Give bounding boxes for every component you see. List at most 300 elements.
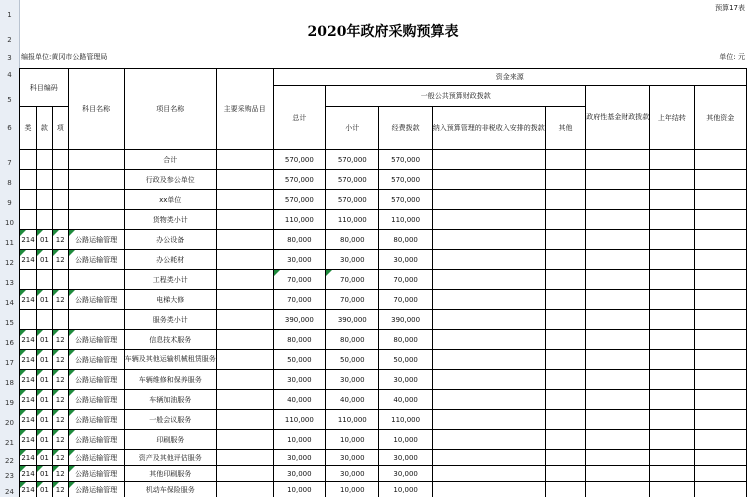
cell-gov-fund[interactable] <box>586 370 650 390</box>
cell-subject-name[interactable]: 公路运输管理 <box>68 482 124 497</box>
cell-subject-name[interactable]: 公路运输管理 <box>68 290 124 310</box>
cell-last-year[interactable] <box>650 210 694 230</box>
cell-non-tax[interactable] <box>432 390 545 410</box>
cell-appropriation[interactable]: 80,000 <box>379 230 432 250</box>
cell-appropriation[interactable]: 40,000 <box>379 390 432 410</box>
cell-main-item[interactable] <box>216 230 273 250</box>
cell-kuan[interactable]: 01 <box>37 430 53 450</box>
cell-total[interactable]: 110,000 <box>273 210 326 230</box>
cell-other[interactable] <box>545 170 586 190</box>
cell-subtotal[interactable]: 30,000 <box>326 370 379 390</box>
cell-last-year[interactable] <box>650 482 694 497</box>
table-row <box>20 430 747 450</box>
cell-lei[interactable] <box>20 270 37 290</box>
cell-kuan[interactable]: 01 <box>37 290 53 310</box>
cell-appropriation[interactable]: 30,000 <box>379 450 432 466</box>
cell-last-year[interactable] <box>650 370 694 390</box>
cell-project-name[interactable]: 电梯大修 <box>124 290 216 310</box>
cell-subject-name[interactable] <box>68 150 124 170</box>
cell-subject-name[interactable]: 公路运输管理 <box>68 450 124 466</box>
cell-appropriation[interactable]: 30,000 <box>379 250 432 270</box>
header-general-public[interactable]: 一般公共预算财政拨款 <box>326 86 586 107</box>
cell-project-name[interactable]: 车辆维修和保养服务 <box>124 370 216 390</box>
cell-project-name[interactable]: 资产及其他评估服务 <box>124 450 216 466</box>
cell-other[interactable] <box>545 190 586 210</box>
row-number[interactable]: 1 <box>7 11 12 19</box>
cell-kuan[interactable]: 01 <box>37 330 53 350</box>
cell-lei[interactable] <box>20 150 37 170</box>
cell-non-tax[interactable] <box>432 450 545 466</box>
cell-main-item[interactable] <box>216 390 273 410</box>
cell-last-year[interactable] <box>650 250 694 270</box>
cell-subtotal[interactable]: 80,000 <box>326 230 379 250</box>
cell-total[interactable]: 110,000 <box>273 410 326 430</box>
cell-lei[interactable] <box>20 210 37 230</box>
cell-gov-fund[interactable] <box>586 430 650 450</box>
cell-subtotal[interactable]: 110,000 <box>326 210 379 230</box>
cell-last-year[interactable] <box>650 450 694 466</box>
cell-total[interactable]: 570,000 <box>273 190 326 210</box>
cell-non-tax[interactable] <box>432 230 545 250</box>
row-number[interactable]: 9 <box>7 199 12 207</box>
cell-other[interactable] <box>545 230 586 250</box>
cell-project-name[interactable]: 其他印刷服务 <box>124 466 216 482</box>
cell-subtotal[interactable]: 390,000 <box>326 310 379 330</box>
cell-other-funds[interactable] <box>694 270 746 290</box>
cell-subject-name[interactable]: 公路运输管理 <box>68 370 124 390</box>
header-xiang[interactable]: 项 <box>52 107 68 150</box>
cell-other-funds[interactable] <box>694 482 746 497</box>
cell-lei[interactable]: 214 <box>20 330 37 350</box>
cell-project-name[interactable]: 车辆加油服务 <box>124 390 216 410</box>
header-last-year[interactable]: 上年结转 <box>650 86 694 150</box>
cell-main-item[interactable] <box>216 210 273 230</box>
cell-kuan[interactable]: 01 <box>37 230 53 250</box>
cell-last-year[interactable] <box>650 150 694 170</box>
row-number[interactable]: 19 <box>5 399 14 407</box>
header-subject-code[interactable]: 科目编码 <box>20 69 69 107</box>
cell-other[interactable] <box>545 390 586 410</box>
cell-project-name[interactable]: 信息技术服务 <box>124 330 216 350</box>
cell-non-tax[interactable] <box>432 410 545 430</box>
cell-other-funds[interactable] <box>694 210 746 230</box>
cell-main-item[interactable] <box>216 410 273 430</box>
cell-xiang[interactable]: 12 <box>52 370 68 390</box>
cell-other[interactable] <box>545 370 586 390</box>
row-number[interactable]: 12 <box>5 259 14 267</box>
cell-kuan[interactable]: 01 <box>37 250 53 270</box>
cell-lei[interactable]: 214 <box>20 230 37 250</box>
cell-last-year[interactable] <box>650 466 694 482</box>
header-gov-fund[interactable]: 政府性基金财政拨款 <box>586 86 650 150</box>
cell-total[interactable]: 30,000 <box>273 370 326 390</box>
cell-subject-name[interactable]: 公路运输管理 <box>68 250 124 270</box>
cell-appropriation[interactable]: 570,000 <box>379 170 432 190</box>
row-number[interactable]: 23 <box>5 472 14 480</box>
cell-xiang[interactable]: 12 <box>52 330 68 350</box>
cell-total[interactable]: 50,000 <box>273 350 326 370</box>
cell-other[interactable] <box>545 290 586 310</box>
cell-lei[interactable]: 214 <box>20 250 37 270</box>
cell-appropriation[interactable]: 30,000 <box>379 370 432 390</box>
cell-main-item[interactable] <box>216 250 273 270</box>
cell-subtotal[interactable]: 10,000 <box>326 430 379 450</box>
cell-other-funds[interactable] <box>694 310 746 330</box>
cell-appropriation[interactable]: 390,000 <box>379 310 432 330</box>
cell-kuan[interactable]: 01 <box>37 482 53 497</box>
cell-project-name[interactable]: 一般会议服务 <box>124 410 216 430</box>
cell-xiang[interactable] <box>52 150 68 170</box>
cell-project-name[interactable]: 机动车保险服务 <box>124 482 216 497</box>
cell-subtotal[interactable]: 570,000 <box>326 150 379 170</box>
table-code[interactable]: 预算17表 <box>715 4 745 12</box>
cell-other-funds[interactable] <box>694 170 746 190</box>
cell-lei[interactable] <box>20 310 37 330</box>
cell-kuan[interactable]: 01 <box>37 466 53 482</box>
cell-gov-fund[interactable] <box>586 390 650 410</box>
cell-last-year[interactable] <box>650 170 694 190</box>
cell-xiang[interactable] <box>52 270 68 290</box>
cell-project-name[interactable]: 货物类小计 <box>124 210 216 230</box>
cell-project-name[interactable]: 办公设备 <box>124 230 216 250</box>
cell-subject-name[interactable] <box>68 270 124 290</box>
cell-subject-name[interactable] <box>68 210 124 230</box>
cell-kuan[interactable] <box>37 150 53 170</box>
cell-last-year[interactable] <box>650 230 694 250</box>
cell-appropriation[interactable]: 50,000 <box>379 350 432 370</box>
row-number[interactable]: 5 <box>7 96 12 104</box>
cell-kuan[interactable] <box>37 270 53 290</box>
cell-subject-name[interactable] <box>68 190 124 210</box>
cell-subject-name[interactable]: 公路运输管理 <box>68 350 124 370</box>
cell-last-year[interactable] <box>650 390 694 410</box>
row-number[interactable]: 14 <box>5 299 14 307</box>
cell-xiang[interactable]: 12 <box>52 350 68 370</box>
cell-subtotal[interactable]: 10,000 <box>326 482 379 497</box>
cell-non-tax[interactable] <box>432 170 545 190</box>
cell-last-year[interactable] <box>650 430 694 450</box>
cell-other[interactable] <box>545 270 586 290</box>
cell-xiang[interactable]: 12 <box>52 250 68 270</box>
cell-kuan[interactable] <box>37 210 53 230</box>
header-kuan[interactable]: 款 <box>37 107 53 150</box>
cell-project-name[interactable]: 车辆及其他运输机械租赁服务 <box>124 350 216 370</box>
cell-xiang[interactable] <box>52 310 68 330</box>
cell-xiang[interactable] <box>52 170 68 190</box>
cell-other[interactable] <box>545 330 586 350</box>
header-other-funds[interactable]: 其他资金 <box>694 86 746 150</box>
row-number[interactable]: 11 <box>5 239 14 247</box>
cell-main-item[interactable] <box>216 350 273 370</box>
cell-main-item[interactable] <box>216 482 273 497</box>
cell-appropriation[interactable]: 110,000 <box>379 210 432 230</box>
cell-gov-fund[interactable] <box>586 250 650 270</box>
table-row <box>20 270 747 290</box>
cell-subtotal[interactable]: 80,000 <box>326 330 379 350</box>
cell-gov-fund[interactable] <box>586 482 650 497</box>
cell-other-funds[interactable] <box>694 450 746 466</box>
cell-total[interactable]: 70,000 <box>273 270 326 290</box>
row-number[interactable]: 17 <box>5 359 14 367</box>
cell-kuan[interactable]: 01 <box>37 390 53 410</box>
cell-other[interactable] <box>545 310 586 330</box>
cell-non-tax[interactable] <box>432 190 545 210</box>
cell-subtotal[interactable]: 70,000 <box>326 290 379 310</box>
cell-total[interactable]: 570,000 <box>273 170 326 190</box>
cell-gov-fund[interactable] <box>586 310 650 330</box>
cell-total[interactable]: 570,000 <box>273 150 326 170</box>
cell-xiang[interactable]: 12 <box>52 430 68 450</box>
row-number[interactable]: 20 <box>5 419 14 427</box>
cell-non-tax[interactable] <box>432 150 545 170</box>
cell-appropriation[interactable]: 30,000 <box>379 466 432 482</box>
cell-kuan[interactable] <box>37 170 53 190</box>
cell-project-name[interactable]: 服务类小计 <box>124 310 216 330</box>
cell-total[interactable]: 80,000 <box>273 330 326 350</box>
row-number[interactable]: 15 <box>5 319 14 327</box>
row-number[interactable]: 22 <box>5 457 14 465</box>
cell-subject-name[interactable]: 公路运输管理 <box>68 390 124 410</box>
cell-appropriation[interactable]: 10,000 <box>379 482 432 497</box>
cell-lei[interactable]: 214 <box>20 466 37 482</box>
cell-subtotal[interactable]: 70,000 <box>326 270 379 290</box>
cell-lei[interactable] <box>20 190 37 210</box>
row-number[interactable]: 6 <box>7 124 12 132</box>
header-main-item[interactable]: 主要采购品目 <box>216 69 273 150</box>
cell-non-tax[interactable] <box>432 330 545 350</box>
cell-appropriation[interactable]: 570,000 <box>379 190 432 210</box>
cell-subject-name[interactable] <box>68 310 124 330</box>
cell-lei[interactable]: 214 <box>20 390 37 410</box>
cell-last-year[interactable] <box>650 330 694 350</box>
cell-total[interactable]: 10,000 <box>273 482 326 497</box>
cell-kuan[interactable] <box>37 310 53 330</box>
cell-main-item[interactable] <box>216 330 273 350</box>
cell-subject-name[interactable]: 公路运输管理 <box>68 230 124 250</box>
row-number[interactable]: 3 <box>7 54 12 62</box>
cell-appropriation[interactable]: 110,000 <box>379 410 432 430</box>
row-number[interactable]: 7 <box>7 159 12 167</box>
cell-other[interactable] <box>545 466 586 482</box>
cell-main-item[interactable] <box>216 190 273 210</box>
cell-project-name[interactable]: 印刷服务 <box>124 430 216 450</box>
header-funding-source[interactable]: 资金来源 <box>273 69 746 86</box>
cell-non-tax[interactable] <box>432 210 545 230</box>
cell-total[interactable]: 80,000 <box>273 230 326 250</box>
reporting-unit[interactable]: 编报单位:黄冈市公路管理局 <box>21 53 108 61</box>
cell-main-item[interactable] <box>216 270 273 290</box>
cell-non-tax[interactable] <box>432 430 545 450</box>
cell-xiang[interactable]: 12 <box>52 410 68 430</box>
row-number[interactable]: 8 <box>7 179 12 187</box>
row-number[interactable]: 10 <box>5 219 14 227</box>
cell-gov-fund[interactable] <box>586 410 650 430</box>
cell-other-funds[interactable] <box>694 370 746 390</box>
cell-gov-fund[interactable] <box>586 210 650 230</box>
cell-xiang[interactable]: 12 <box>52 450 68 466</box>
cell-xiang[interactable]: 12 <box>52 290 68 310</box>
header-total[interactable]: 总计 <box>273 86 326 150</box>
cell-xiang[interactable] <box>52 190 68 210</box>
cell-gov-fund[interactable] <box>586 290 650 310</box>
cell-lei[interactable]: 214 <box>20 350 37 370</box>
cell-gov-fund[interactable] <box>586 230 650 250</box>
cell-other-funds[interactable] <box>694 466 746 482</box>
cell-project-name[interactable]: 行政及参公单位 <box>124 170 216 190</box>
cell-other-funds[interactable] <box>694 190 746 210</box>
cell-other[interactable] <box>545 430 586 450</box>
cell-other[interactable] <box>545 150 586 170</box>
cell-last-year[interactable] <box>650 350 694 370</box>
cell-project-name[interactable]: 办公耗材 <box>124 250 216 270</box>
cell-other-funds[interactable] <box>694 390 746 410</box>
cell-main-item[interactable] <box>216 290 273 310</box>
cell-lei[interactable] <box>20 170 37 190</box>
cell-total[interactable]: 10,000 <box>273 430 326 450</box>
cell-other[interactable] <box>545 410 586 430</box>
cell-main-item[interactable] <box>216 170 273 190</box>
cell-non-tax[interactable] <box>432 250 545 270</box>
cell-kuan[interactable]: 01 <box>37 370 53 390</box>
cell-gov-fund[interactable] <box>586 270 650 290</box>
cell-last-year[interactable] <box>650 270 694 290</box>
cell-xiang[interactable] <box>52 210 68 230</box>
cell-xiang[interactable]: 12 <box>52 390 68 410</box>
cell-other[interactable] <box>545 210 586 230</box>
cell-other-funds[interactable] <box>694 250 746 270</box>
table-row <box>20 390 747 410</box>
cell-project-name[interactable]: 合计 <box>124 150 216 170</box>
cell-lei[interactable]: 214 <box>20 410 37 430</box>
cell-kuan[interactable] <box>37 190 53 210</box>
cell-gov-fund[interactable] <box>586 330 650 350</box>
cell-gov-fund[interactable] <box>586 150 650 170</box>
cell-other[interactable] <box>545 482 586 497</box>
cell-kuan[interactable]: 01 <box>37 410 53 430</box>
cell-last-year[interactable] <box>650 190 694 210</box>
cell-last-year[interactable] <box>650 410 694 430</box>
cell-xiang[interactable]: 12 <box>52 230 68 250</box>
cell-total[interactable]: 30,000 <box>273 250 326 270</box>
cell-appropriation[interactable]: 80,000 <box>379 330 432 350</box>
cell-subtotal[interactable]: 570,000 <box>326 170 379 190</box>
cell-subject-name[interactable]: 公路运输管理 <box>68 410 124 430</box>
cell-total[interactable]: 70,000 <box>273 290 326 310</box>
cell-main-item[interactable] <box>216 466 273 482</box>
row-number[interactable]: 13 <box>5 279 14 287</box>
cell-gov-fund[interactable] <box>586 466 650 482</box>
row-number[interactable]: 21 <box>5 439 14 447</box>
cell-subject-name[interactable]: 公路运输管理 <box>68 430 124 450</box>
cell-subtotal[interactable]: 30,000 <box>326 466 379 482</box>
currency-unit[interactable]: 单位: 元 <box>719 53 745 61</box>
cell-appropriation[interactable]: 70,000 <box>379 290 432 310</box>
cell-subtotal[interactable]: 40,000 <box>326 390 379 410</box>
page-title[interactable]: 2020年政府采购预算表 <box>307 24 459 40</box>
cell-gov-fund[interactable] <box>586 450 650 466</box>
cell-other-funds[interactable] <box>694 290 746 310</box>
cell-other[interactable] <box>545 450 586 466</box>
cell-last-year[interactable] <box>650 310 694 330</box>
cell-appropriation[interactable]: 70,000 <box>379 270 432 290</box>
cell-total[interactable]: 30,000 <box>273 450 326 466</box>
cell-project-name[interactable]: 工程类小计 <box>124 270 216 290</box>
cell-other[interactable] <box>545 350 586 370</box>
cell-other-funds[interactable] <box>694 330 746 350</box>
cell-non-tax[interactable] <box>432 290 545 310</box>
cell-project-name[interactable]: xx单位 <box>124 190 216 210</box>
cell-appropriation[interactable]: 570,000 <box>379 150 432 170</box>
cell-other-funds[interactable] <box>694 150 746 170</box>
cell-other-funds[interactable] <box>694 430 746 450</box>
row-number[interactable]: 18 <box>5 379 14 387</box>
cell-subtotal[interactable]: 30,000 <box>326 450 379 466</box>
cell-gov-fund[interactable] <box>586 190 650 210</box>
header-other[interactable]: 其他 <box>545 107 586 150</box>
cell-gov-fund[interactable] <box>586 350 650 370</box>
header-subject-name[interactable]: 科目名称 <box>68 69 124 150</box>
cell-xiang[interactable]: 12 <box>52 466 68 482</box>
cell-non-tax[interactable] <box>432 310 545 330</box>
cell-subtotal[interactable]: 570,000 <box>326 190 379 210</box>
cell-main-item[interactable] <box>216 430 273 450</box>
row-number[interactable]: 16 <box>5 339 14 347</box>
cell-other-funds[interactable] <box>694 350 746 370</box>
cell-main-item[interactable] <box>216 370 273 390</box>
cell-subject-name[interactable]: 公路运输管理 <box>68 330 124 350</box>
cell-subtotal[interactable]: 110,000 <box>326 410 379 430</box>
cell-non-tax[interactable] <box>432 270 545 290</box>
cell-lei[interactable]: 214 <box>20 290 37 310</box>
cell-lei[interactable]: 214 <box>20 370 37 390</box>
cell-kuan[interactable]: 01 <box>37 450 53 466</box>
cell-lei[interactable]: 214 <box>20 482 37 497</box>
cell-appropriation[interactable]: 10,000 <box>379 430 432 450</box>
cell-subtotal[interactable]: 30,000 <box>326 250 379 270</box>
cell-non-tax[interactable] <box>432 350 545 370</box>
header-appropriation[interactable]: 经费拨款 <box>379 107 432 150</box>
header-subtotal[interactable]: 小计 <box>326 107 379 150</box>
row-number[interactable]: 2 <box>7 36 12 44</box>
cell-lei[interactable]: 214 <box>20 430 37 450</box>
cell-lei[interactable]: 214 <box>20 450 37 466</box>
row-number[interactable]: 4 <box>7 71 12 79</box>
cell-kuan[interactable]: 01 <box>37 350 53 370</box>
row-number[interactable]: 24 <box>5 488 14 496</box>
cell-non-tax[interactable] <box>432 466 545 482</box>
cell-non-tax[interactable] <box>432 370 545 390</box>
header-lei[interactable]: 类 <box>20 107 37 150</box>
cell-main-item[interactable] <box>216 310 273 330</box>
cell-total[interactable]: 40,000 <box>273 390 326 410</box>
cell-other-funds[interactable] <box>694 230 746 250</box>
cell-total[interactable]: 390,000 <box>273 310 326 330</box>
cell-last-year[interactable] <box>650 290 694 310</box>
cell-main-item[interactable] <box>216 150 273 170</box>
header-project-name[interactable]: 项目名称 <box>124 69 216 150</box>
cell-non-tax[interactable] <box>432 482 545 497</box>
cell-total[interactable]: 30,000 <box>273 466 326 482</box>
cell-subject-name[interactable]: 公路运输管理 <box>68 466 124 482</box>
cell-gov-fund[interactable] <box>586 170 650 190</box>
cell-subject-name[interactable] <box>68 170 124 190</box>
cell-xiang[interactable]: 12 <box>52 482 68 497</box>
cell-other-funds[interactable] <box>694 410 746 430</box>
cell-main-item[interactable] <box>216 450 273 466</box>
cell-subtotal[interactable]: 50,000 <box>326 350 379 370</box>
header-non-tax[interactable]: 纳入预算管理的非税收入安排的拨款 <box>432 107 545 150</box>
cell-other[interactable] <box>545 250 586 270</box>
